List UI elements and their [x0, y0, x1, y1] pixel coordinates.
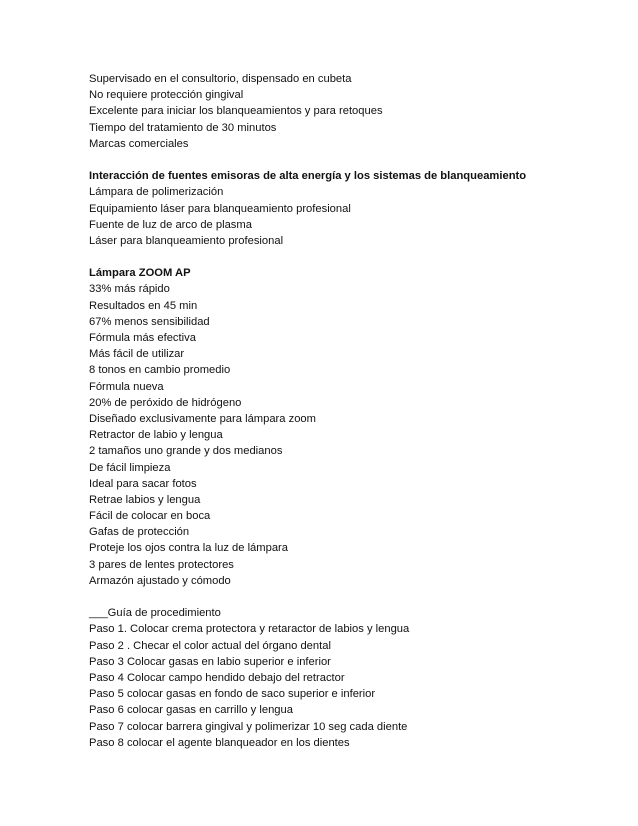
text-line: Ideal para sacar fotos	[89, 477, 197, 490]
text-line: Tiempo del tratamiento de 30 minutos	[89, 121, 277, 134]
text-line: Armazón ajustado y cómodo	[89, 574, 231, 587]
text-line: Láser para blanqueamiento profesional	[89, 234, 284, 247]
procedure-step: Paso 6 colocar gasas en carrillo y lengua	[89, 704, 293, 717]
text-line: 67% menos sensibilidad	[89, 315, 210, 328]
section-zoom-lamp	[89, 265, 609, 589]
text-line: 33% más rápido	[89, 283, 170, 296]
text-line: Resultados en 45 min	[89, 299, 198, 312]
text-line: Equipamiento láser para blanqueamiento profesional	[89, 202, 351, 215]
text-line: 2 tamaños uno grande y dos medianos	[89, 445, 283, 458]
text-line: Gafas de protección	[89, 526, 190, 539]
text-line: Más fácil de utilizar	[89, 348, 185, 361]
procedure-step: Paso 8 colocar el agente blanqueador en los dientes	[89, 736, 350, 749]
procedure-step: Paso 4 Colocar campo hendido debajo del retractor	[89, 671, 345, 684]
section-heading: ___Guía de procedimiento	[89, 607, 221, 620]
procedure-step: Paso 5 colocar gasas en fondo de saco superior e inferior	[89, 688, 376, 701]
text-line: Proteje los ojos contra la luz de lámpara	[89, 542, 288, 555]
section-energy-sources	[89, 168, 609, 249]
paragraph-spacer	[89, 589, 609, 605]
text-line: Fácil de colocar en boca	[89, 510, 211, 523]
section-heading: Interacción de fuentes emisoras de alta energía y los sistemas de blanqueamiento	[89, 170, 527, 183]
text-line: 20% de peróxido de hidrógeno	[89, 396, 242, 409]
text-line: Excelente para iniciar los blanqueamientos y para retoques	[89, 105, 383, 118]
text-line: Fórmula nueva	[89, 380, 164, 393]
section-procedure-guide	[89, 605, 609, 751]
text-line: 3 pares de lentes protectores	[89, 558, 234, 571]
section-intro	[89, 71, 609, 152]
text-line: Supervisado en el consultorio, dispensado en cubeta	[89, 73, 352, 85]
text-line: Retrae labios y lengua	[89, 493, 201, 506]
procedure-step: Paso 1. Colocar crema protectora y retaractor de labios y lengua	[89, 623, 410, 636]
text-line: Diseñado exclusivamente para lámpara zoom	[89, 412, 316, 425]
document-page	[89, 71, 609, 751]
text-line: Lámpara de polimerización	[89, 186, 224, 199]
text-line: Retractor de labio y lengua	[89, 429, 223, 442]
text-line: No requiere protección gingival	[89, 89, 244, 102]
text-line: De fácil limpieza	[89, 461, 171, 474]
paragraph-spacer	[89, 249, 609, 265]
text-line: 8 tonos en cambio promedio	[89, 364, 231, 377]
text-line: Fórmula más efectiva	[89, 332, 196, 344]
procedure-step: Paso 3 Colocar gasas en labio superior e inferior	[89, 655, 331, 668]
section-heading: Lámpara ZOOM AP	[89, 267, 191, 280]
procedure-step: Paso 7 colocar barrera gingival y polimerizar 10 seg cada diente	[89, 720, 408, 733]
text-line: Fuente de luz de arco de plasma	[89, 218, 252, 231]
text-line: Marcas comerciales	[89, 137, 189, 150]
procedure-step: Paso 2 . Checar el color actual del órgano dental	[89, 639, 331, 652]
paragraph-spacer	[89, 152, 609, 168]
